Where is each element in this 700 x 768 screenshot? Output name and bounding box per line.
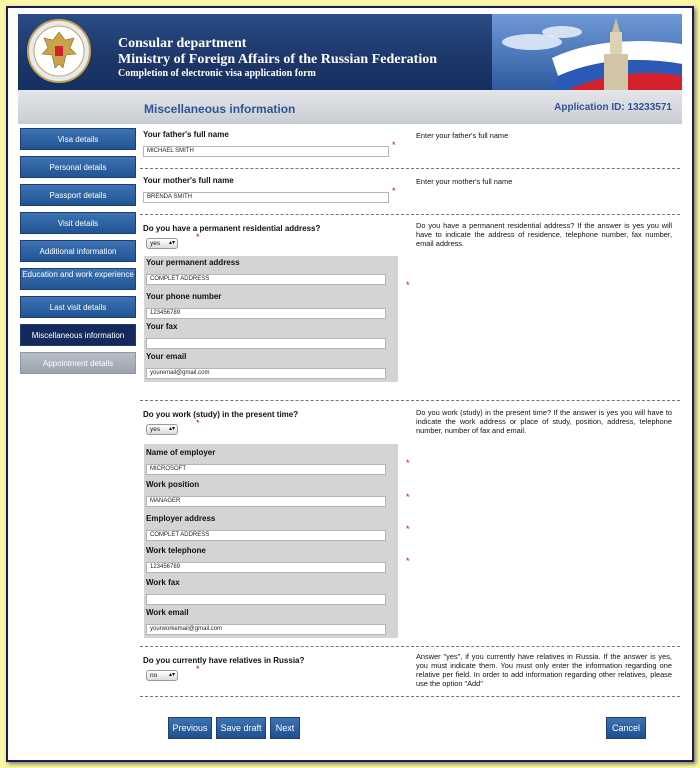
header-banner (18, 14, 682, 90)
sidebar-item-miscellaneous[interactable]: Miscellaneous information (20, 324, 136, 346)
mother-help: Enter your mother's full name (416, 177, 513, 186)
permanent-question: Do you have a permanent residential address? (143, 224, 321, 233)
application-id: Application ID: 13233571 (554, 102, 672, 113)
sidebar-item-visit-details[interactable]: Visit details (20, 212, 136, 234)
work-address-label: Employer address (146, 514, 216, 523)
father-label: Your father's full name (143, 130, 229, 139)
sidebar-item-additional-information[interactable]: Additional information (20, 240, 136, 262)
header-line-2: Ministry of Foreign Affairs of the Russian Federation (118, 52, 437, 67)
relatives-select[interactable] (146, 670, 178, 681)
required-mark: * (406, 280, 410, 290)
required-mark: * (406, 524, 410, 534)
work-email-input[interactable]: yourworkemail@gmail.com (146, 624, 386, 635)
work-phone-input[interactable]: 123456789 (146, 562, 386, 573)
previous-button[interactable]: Previous (168, 717, 212, 739)
fax-input[interactable] (146, 338, 386, 349)
sidebar-item-personal-details[interactable]: Personal details (20, 156, 136, 178)
sidebar (20, 128, 138, 380)
sidebar-item-passport-details[interactable]: Passport details (20, 184, 136, 206)
work-select[interactable] (146, 424, 178, 435)
sidebar-item-last-visit[interactable]: Last visit details (20, 296, 136, 318)
next-button[interactable]: Next (270, 717, 300, 739)
work-help: Do you work (study) in the present time? If the answer is yes you will have to indicate the work address or place of study, position, address, telephone number, number of fax and email. (416, 408, 672, 435)
phone-input[interactable]: 123456789 (146, 308, 386, 319)
fax-label: Your fax (146, 322, 178, 331)
position-input[interactable]: MANAGER (146, 496, 386, 507)
header-title (118, 36, 437, 80)
required-mark: * (196, 232, 200, 242)
required-mark: * (392, 140, 396, 150)
relatives-help: Answer "yes", if you currently have relatives in Russia. If the answer is yes, you must indicate them. You must only enter the information regarding one relative per field. In order to add information regarding other relatives, please use the option "Add" (416, 652, 672, 688)
permanent-help: Do you have a permanent residential address? If the answer is yes you will have to indicate the address of residence, telephone number, fax number, email address. (416, 221, 672, 248)
divider (140, 214, 680, 215)
divider (140, 696, 680, 697)
permanent-details-panel (144, 256, 398, 382)
work-details-panel (144, 444, 398, 638)
work-fax-label: Work fax (146, 578, 180, 587)
permanent-address-label: Your permanent address (146, 258, 240, 267)
relatives-question: Do you currently have relatives in Russia? (143, 656, 305, 665)
russian-flag-building-icon (492, 14, 682, 90)
work-select-value: yes (150, 426, 161, 433)
permanent-select-value: yes (150, 240, 161, 247)
sidebar-item-visa-details[interactable]: Visa details (20, 128, 136, 150)
sidebar-item-appointment: Appointment details (20, 352, 136, 374)
email-label: Your email (146, 352, 187, 361)
page (18, 14, 682, 752)
required-mark: * (196, 664, 200, 674)
work-question: Do you work (study) in the present time? (143, 410, 299, 419)
employer-label: Name of employer (146, 448, 216, 457)
email-input[interactable]: youremail@gmail.com (146, 368, 386, 379)
header-line-1: Consular department (118, 36, 247, 51)
required-mark: * (392, 186, 396, 196)
work-fax-input[interactable] (146, 594, 386, 605)
employer-input[interactable]: MICROSOFT (146, 464, 386, 475)
required-mark: * (406, 492, 410, 502)
phone-label: Your phone number (146, 292, 222, 301)
select-arrow-icon: ▴▾ (168, 240, 175, 246)
divider (140, 400, 680, 401)
ministry-emblem-icon (26, 18, 92, 84)
father-name-input[interactable]: MICHAEL SMITH (143, 146, 389, 157)
required-mark: * (196, 418, 200, 428)
work-phone-label: Work telephone (146, 546, 206, 555)
required-mark: * (406, 458, 410, 468)
mother-name-input[interactable]: BRENDA SMITH (143, 192, 389, 203)
save-draft-button[interactable]: Save draft (216, 717, 266, 739)
father-help: Enter your father's full name (416, 131, 509, 140)
work-address-input[interactable]: COMPLET ADDRESS (146, 530, 386, 541)
section-bar (18, 90, 682, 124)
sidebar-item-education-work[interactable]: Education and work experience (20, 268, 136, 290)
work-email-label: Work email (146, 608, 189, 617)
header-line-3: Completion of electronic visa application form (118, 68, 316, 79)
divider (140, 646, 680, 647)
relatives-select-value: no (150, 672, 158, 679)
permanent-address-input[interactable]: COMPLET ADDRESS (146, 274, 386, 285)
select-arrow-icon: ▴▾ (168, 426, 175, 432)
mother-label: Your mother's full name (143, 176, 234, 185)
position-label: Work position (146, 480, 200, 489)
required-mark: * (406, 556, 410, 566)
section-title: Miscellaneous information (144, 102, 296, 116)
cancel-button[interactable]: Cancel (606, 717, 646, 739)
permanent-select[interactable] (146, 238, 178, 249)
divider (140, 168, 680, 169)
select-arrow-icon: ▴▾ (168, 672, 175, 678)
